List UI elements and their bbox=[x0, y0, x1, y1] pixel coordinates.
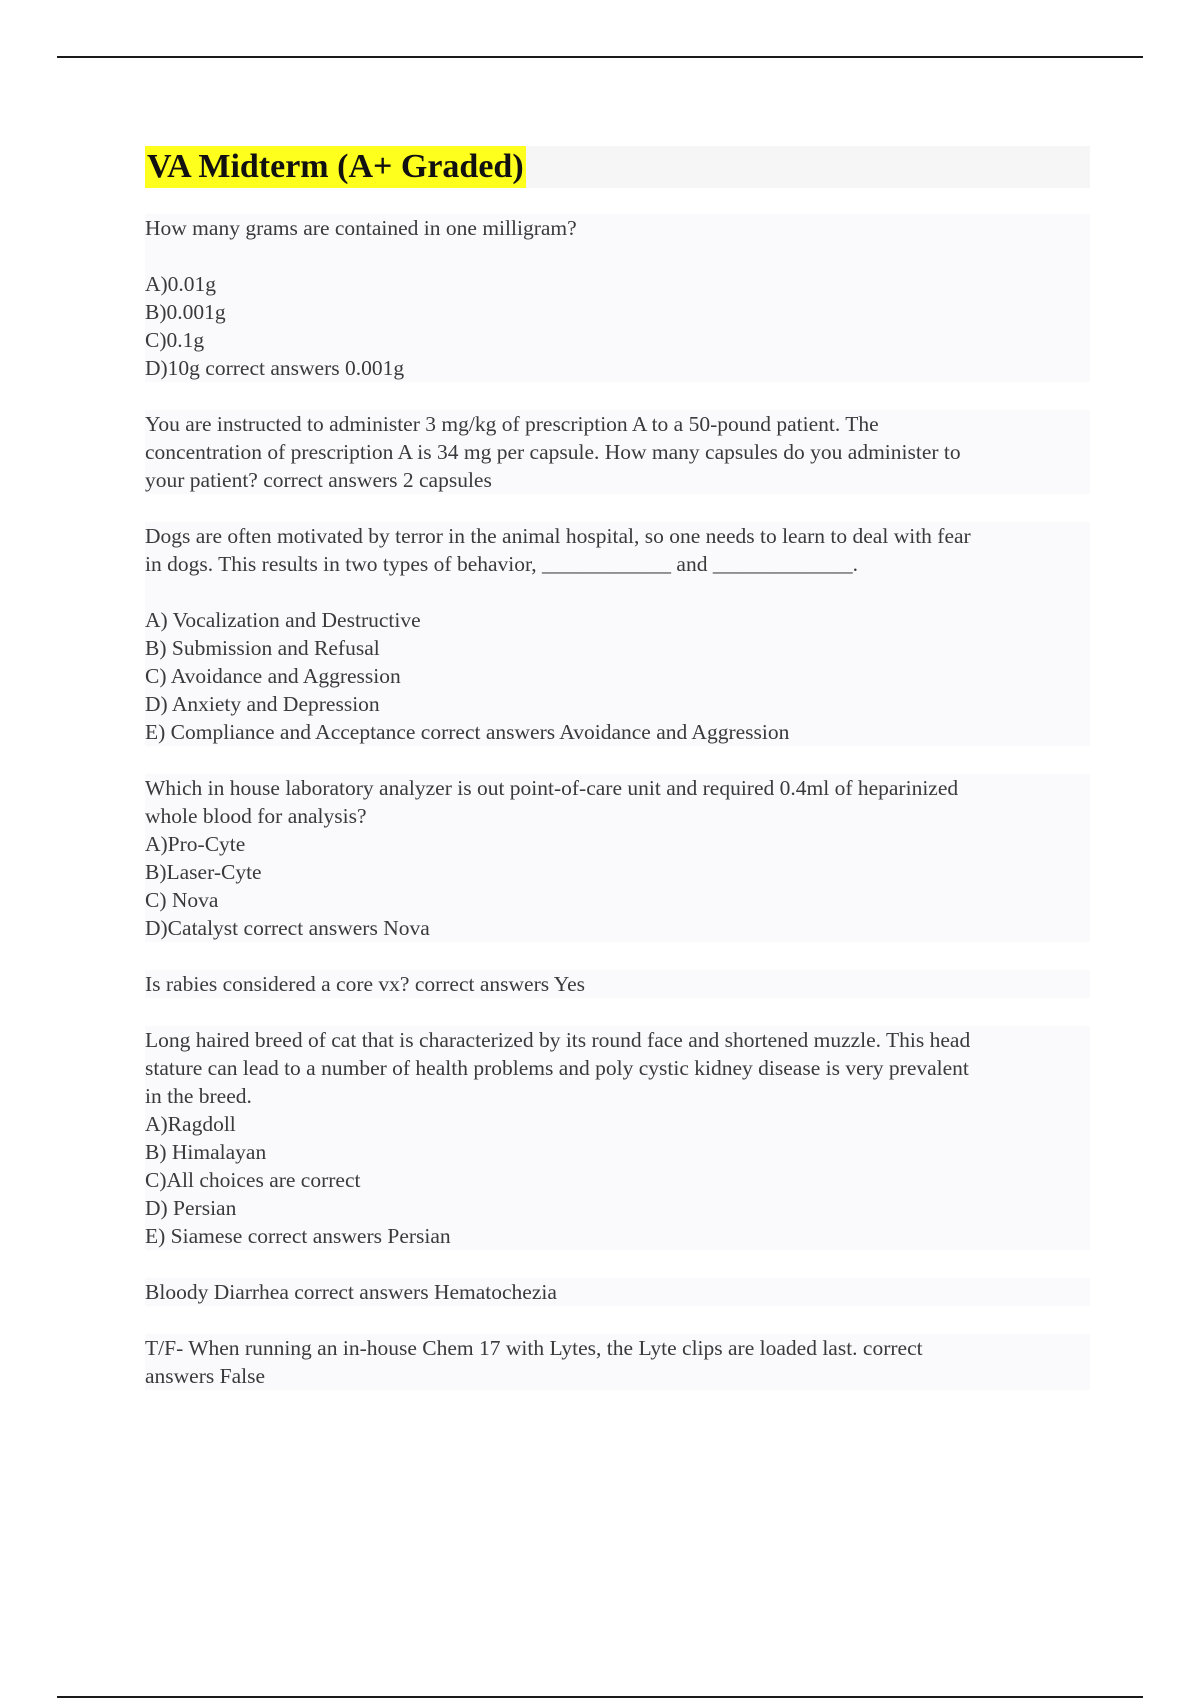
answer-option: C)0.1g bbox=[145, 328, 205, 352]
question-text: your patient? correct answers 2 capsules bbox=[145, 468, 492, 492]
answer-option: C) Nova bbox=[145, 888, 219, 912]
document-title: VA Midterm (A+ Graded) bbox=[145, 146, 526, 188]
answer-option: D)10g correct answers 0.001g bbox=[145, 356, 405, 380]
footer-rule bbox=[57, 1696, 1143, 1698]
answer-option: A)0.01g bbox=[145, 272, 217, 296]
question-text: Dogs are often motivated by terror in the animal hospital, so one needs to learn to deal with fear bbox=[145, 524, 971, 548]
question-text: Is rabies considered a core vx? correct answers Yes bbox=[145, 972, 585, 996]
question-block bbox=[145, 1278, 1090, 1306]
question-text: Bloody Diarrhea correct answers Hematochezia bbox=[145, 1280, 557, 1304]
question-text: concentration of prescription A is 34 mg per capsule. How many capsules do you administer to bbox=[145, 440, 961, 464]
question-block bbox=[145, 774, 1090, 942]
question-text: in the breed. bbox=[145, 1084, 252, 1108]
answer-option: D) Anxiety and Depression bbox=[145, 692, 380, 716]
question-block bbox=[145, 970, 1090, 998]
question-block bbox=[145, 410, 1090, 494]
document-body bbox=[145, 146, 1090, 1418]
answer-option: A) Vocalization and Destructive bbox=[145, 608, 421, 632]
answer-option: E) Compliance and Acceptance correct answers Avoidance and Aggression bbox=[145, 720, 790, 744]
question-text: stature can lead to a number of health problems and poly cystic kidney disease is very prevalent bbox=[145, 1056, 969, 1080]
question-block bbox=[145, 1026, 1090, 1250]
question-text: in dogs. This results in two types of behavior, ____________ and _____________. bbox=[145, 552, 858, 576]
answer-option: B)Laser-Cyte bbox=[145, 860, 262, 884]
question-text: You are instructed to administer 3 mg/kg of prescription A to a 50-pound patient. The bbox=[145, 412, 879, 436]
question-block bbox=[145, 1334, 1090, 1390]
answer-option: B)0.001g bbox=[145, 300, 226, 324]
question-block bbox=[145, 214, 1090, 382]
answer-option: D)Catalyst correct answers Nova bbox=[145, 916, 430, 940]
question-block bbox=[145, 522, 1090, 746]
answer-option: B) Submission and Refusal bbox=[145, 636, 380, 660]
question-text: Which in house laboratory analyzer is out point-of-care unit and required 0.4ml of heparinized bbox=[145, 776, 959, 800]
answer-option: A)Pro-Cyte bbox=[145, 832, 246, 856]
question-text: How many grams are contained in one milligram? bbox=[145, 216, 577, 240]
answer-option: A)Ragdoll bbox=[145, 1112, 236, 1136]
question-text: T/F- When running an in-house Chem 17 with Lytes, the Lyte clips are loaded last. correct bbox=[145, 1336, 923, 1360]
question-text: whole blood for analysis? bbox=[145, 804, 367, 828]
question-text: Long haired breed of cat that is characterized by its round face and shortened muzzle. This head bbox=[145, 1028, 971, 1052]
answer-option: B) Himalayan bbox=[145, 1140, 267, 1164]
answer-option: C)All choices are correct bbox=[145, 1168, 361, 1192]
header-rule bbox=[57, 56, 1143, 58]
answer-option: D) Persian bbox=[145, 1196, 237, 1220]
question-text: answers False bbox=[145, 1364, 266, 1388]
answer-option: E) Siamese correct answers Persian bbox=[145, 1224, 451, 1248]
title-row bbox=[145, 146, 1090, 188]
answer-option: C) Avoidance and Aggression bbox=[145, 664, 401, 688]
